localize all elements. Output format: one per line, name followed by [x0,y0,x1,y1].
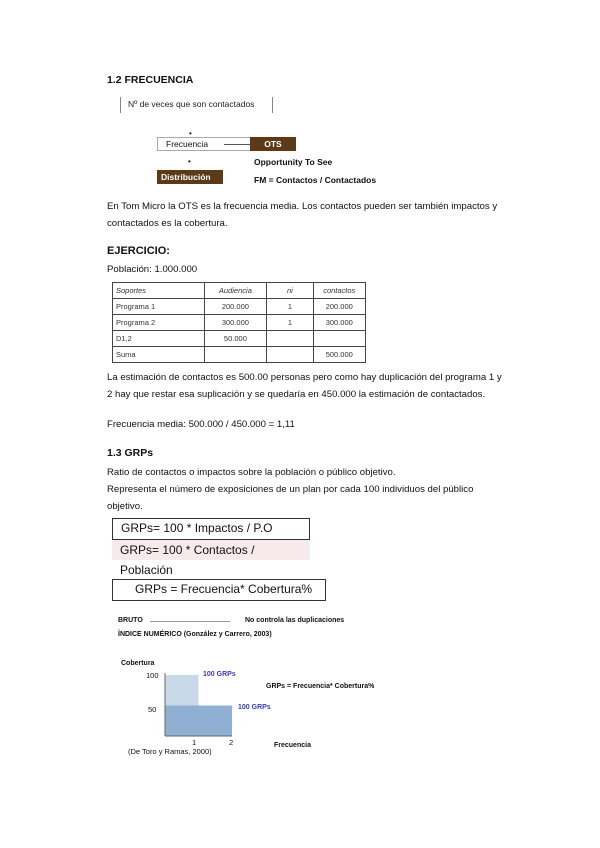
table-header-cell: ni [267,283,313,299]
table-cell: 200.000 [313,299,365,315]
table-row [113,315,366,331]
table-header-cell: Audiencia [204,283,267,299]
table-cell: Programa 2 [113,315,205,331]
table-row [113,347,366,363]
chart-source: (De Toro y Ramas, 2000) [128,747,212,756]
table-cell: Programa 1 [113,299,205,315]
paragraph-line: La estimación de contactos es 500.00 personas pero como hay duplicación del programa 1 y [107,372,502,383]
table-header-row [113,283,366,299]
section-title-grps: 1.3 GRPs [107,447,154,459]
table-cell: 300.000 [313,315,365,331]
exercise-title: EJERCICIO: [107,245,170,257]
table-cell: 1 [267,315,313,331]
table-cell: 50.000 [204,331,267,347]
table-cell [313,331,365,347]
data-label: 100 GRPs [238,704,271,711]
paragraph-line: 2 hay que restar esa suplicación y se quedaría en 450.000 la estimación de contactados. [107,389,486,400]
bruto-label: BRUTO [118,617,143,624]
bar-100-grps-freq2 [165,706,232,737]
paragraph-line: objetivo. [107,501,143,512]
chart-annotation: GRPs = Frecuencia* Cobertura% [266,683,375,690]
fm-formula: FM = Contactos / Contactados [254,175,377,185]
table-header-cell: contactos [313,283,365,299]
paragraph-line: En Tom Micro la OTS es la frecuencia media. Los contactos pueden ser también impactos y [107,201,498,212]
table-row [113,299,366,315]
table-row [113,331,366,347]
x-tick-label: 1 [192,738,197,747]
formula-impactos: GRPs= 100 * Impactos / P.O [112,518,310,540]
table-cell [267,347,313,363]
frecuencia-label: Frecuencia [157,137,250,151]
mean-frequency: Frecuencia media: 500.000 / 450.000 = 1,11 [107,419,295,430]
y-tick-label: 100 [146,671,159,680]
table-cell: Suma [113,347,205,363]
table-cell [267,331,313,347]
paragraph-line: Ratio de contactos o impactos sobre la población o público objetivo. [107,467,396,478]
table-cell: 300.000 [204,315,267,331]
y-tick-label: 50 [148,705,157,714]
section-title-frecuencia: 1.2 FRECUENCIA [107,74,194,86]
formula-cobertura: GRPs = Frecuencia* Cobertura% [112,579,326,601]
table-cell [204,347,267,363]
paragraph-line: contactados es la cobertura. [107,218,228,229]
table-cell: 200.000 [204,299,267,315]
table-cell: 1 [267,299,313,315]
ots-box: OTS [250,137,296,151]
distribucion-box: Distribución [157,170,223,184]
table-header-cell: Soportes [113,283,205,299]
ots-meaning: Opportunity To See [254,157,333,167]
definition-label: Nº de veces que son contactados [128,99,255,109]
bruto-note: No controla las duplicaciones [245,617,345,624]
x-axis-label: Frecuencia [274,742,311,749]
table-cell: D1,2 [113,331,205,347]
formula-contactos: GRPs= 100 * Contactos / Población [112,540,310,560]
data-label: 100 GRPs [203,671,236,678]
population-text: Población: 1.000.000 [107,264,198,275]
paragraph-line: Representa el número de exposiciones de un plan por cada 100 individuos del público [107,484,474,495]
table-cell: 500.000 [313,347,365,363]
y-axis-label: Cobertura [121,660,155,667]
indice-label: ÍNDICE NUMÉRICO (González y Carrero, 2003) [118,631,272,638]
x-tick-label: 2 [229,738,234,747]
exercise-table [112,282,366,363]
